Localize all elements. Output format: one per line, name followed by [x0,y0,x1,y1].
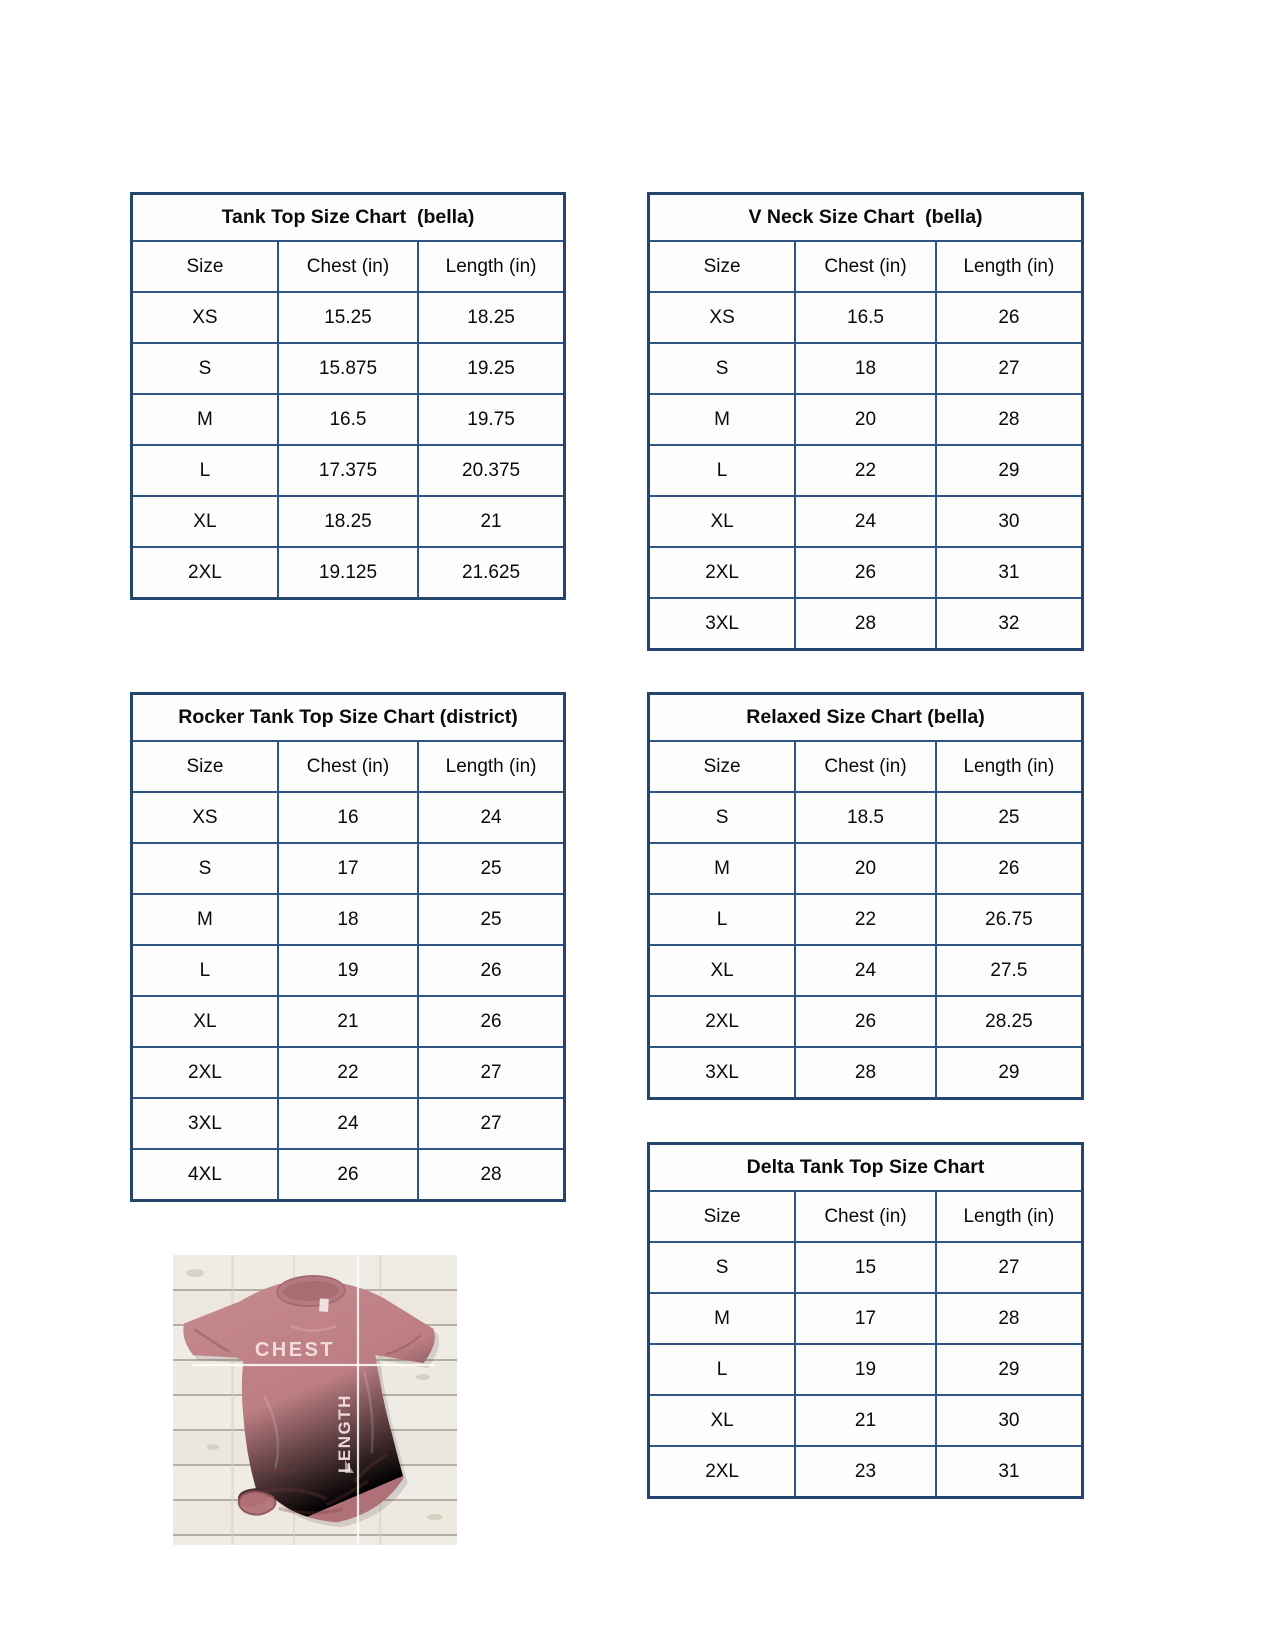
chest-cell: 18 [278,894,418,945]
chest-cell: 23 [795,1446,936,1498]
column-header: Length (in) [936,241,1083,292]
table-title: Tank Top Size Chart (bella) [132,194,565,242]
chest-cell: 17 [795,1293,936,1344]
brand-tag [319,1298,329,1312]
size-row [649,1242,1083,1293]
column-header: Chest (in) [795,1191,936,1242]
size-row [649,1446,1083,1498]
column-header: Chest (in) [795,241,936,292]
table-title: V Neck Size Chart (bella) [649,194,1083,242]
tshirt-photo-graphic [173,1255,457,1545]
size-row [132,343,565,394]
size-row [649,1344,1083,1395]
size-cell: M [649,1293,796,1344]
chest-cell: 28 [795,598,936,650]
length-cell: 25 [936,792,1083,843]
chest-cell: 15 [795,1242,936,1293]
length-cell: 28 [936,1293,1083,1344]
length-cell: 25 [418,843,564,894]
rocker-tank-top-size-chart-table [130,692,566,1202]
size-row [649,996,1083,1047]
delta-tank-top-size-chart-table [647,1142,1084,1499]
length-cell: 32 [936,598,1083,650]
length-cell: 21.625 [418,547,564,599]
chest-cell: 24 [795,945,936,996]
size-row [132,496,565,547]
size-cell: M [649,394,796,445]
length-cell: 29 [936,1047,1083,1099]
tshirt-measurement-photo [173,1255,457,1545]
table-header-row [649,741,1083,792]
length-cell: 31 [936,1446,1083,1498]
size-row [649,445,1083,496]
relaxed-size-chart-table [647,692,1084,1100]
length-label: LENGTH [335,1394,354,1473]
length-cell: 26 [418,996,564,1047]
column-header: Size [649,1191,796,1242]
length-cell: 27.5 [936,945,1083,996]
length-cell: 20.375 [418,445,564,496]
table-title: Delta Tank Top Size Chart [649,1144,1083,1192]
size-row [132,547,565,599]
table-title-row [132,194,565,242]
length-cell: 26 [936,843,1083,894]
table-title: Relaxed Size Chart (bella) [649,694,1083,742]
size-cell: XS [132,792,278,843]
length-cell: 29 [936,445,1083,496]
size-row [649,792,1083,843]
chest-cell: 18.5 [795,792,936,843]
chest-cell: 24 [278,1098,418,1149]
size-row [649,343,1083,394]
size-cell: 2XL [132,547,278,599]
chest-cell: 21 [795,1395,936,1446]
column-header: Size [649,741,796,792]
chest-cell: 19 [795,1344,936,1395]
chest-cell: 28 [795,1047,936,1099]
table-title-row [649,1144,1083,1192]
length-cell: 28.25 [936,996,1083,1047]
size-cell: 2XL [649,1446,796,1498]
column-header: Length (in) [418,241,564,292]
chest-cell: 22 [795,445,936,496]
size-cell: M [132,894,278,945]
table-header-row [649,1191,1083,1242]
size-cell: M [649,843,796,894]
length-cell: 27 [936,1242,1083,1293]
size-cell: XL [132,996,278,1047]
size-row [649,843,1083,894]
size-row [649,292,1083,343]
chest-cell: 20 [795,394,936,445]
chest-cell: 20 [795,843,936,894]
column-header: Chest (in) [278,241,418,292]
table-title-row [132,694,565,742]
v-neck-size-chart-table [647,192,1084,651]
length-cell: 18.25 [418,292,564,343]
size-cell: L [132,445,278,496]
table-title: Rocker Tank Top Size Chart (district) [132,694,565,742]
size-cell: L [649,445,796,496]
length-cell: 28 [418,1149,564,1201]
length-cell: 19.25 [418,343,564,394]
size-cell: XL [649,1395,796,1446]
size-cell: 2XL [649,996,796,1047]
size-row [649,394,1083,445]
length-cell: 30 [936,496,1083,547]
size-row [132,1098,565,1149]
column-header: Length (in) [418,741,564,792]
chest-cell: 26 [278,1149,418,1201]
length-cell: 26.75 [936,894,1083,945]
length-cell: 26 [418,945,564,996]
length-cell: 27 [936,343,1083,394]
size-row [649,894,1083,945]
length-cell: 30 [936,1395,1083,1446]
size-cell: 2XL [132,1047,278,1098]
table-header-row [132,741,565,792]
size-row [132,292,565,343]
size-cell: S [132,343,278,394]
size-cell: 3XL [132,1098,278,1149]
chest-cell: 17 [278,843,418,894]
chest-cell: 15.875 [278,343,418,394]
size-row [649,1395,1083,1446]
length-cell: 27 [418,1098,564,1149]
column-header: Chest (in) [795,741,936,792]
size-cell: L [132,945,278,996]
table-header-row [132,241,565,292]
length-cell: 28 [936,394,1083,445]
column-header: Chest (in) [278,741,418,792]
chest-cell: 16.5 [278,394,418,445]
size-row [132,894,565,945]
size-cell: 3XL [649,598,796,650]
size-cell: M [132,394,278,445]
chest-cell: 24 [795,496,936,547]
column-header: Size [132,241,278,292]
size-cell: XL [649,945,796,996]
length-cell: 25 [418,894,564,945]
size-row [132,792,565,843]
size-row [649,1047,1083,1099]
size-cell: 4XL [132,1149,278,1201]
column-header: Length (in) [936,741,1083,792]
size-cell: XL [649,496,796,547]
size-row [649,547,1083,598]
size-cell: XS [649,292,796,343]
table-header-row [649,241,1083,292]
chest-cell: 22 [278,1047,418,1098]
size-row [649,945,1083,996]
size-row [132,445,565,496]
size-row [649,496,1083,547]
size-row [132,843,565,894]
size-row [132,945,565,996]
size-row [132,996,565,1047]
length-cell: 26 [936,292,1083,343]
length-cell: 19.75 [418,394,564,445]
size-cell: XL [132,496,278,547]
chest-cell: 16 [278,792,418,843]
size-cell: 3XL [649,1047,796,1099]
chest-cell: 21 [278,996,418,1047]
tank-top-size-chart-table [130,192,566,600]
length-cell: 31 [936,547,1083,598]
chest-cell: 16.5 [795,292,936,343]
chest-label: CHEST [254,1339,336,1361]
column-header: Length (in) [936,1191,1083,1242]
chest-cell: 18.25 [278,496,418,547]
size-cell: S [649,1242,796,1293]
size-cell: S [132,843,278,894]
column-header: Size [649,241,796,292]
size-row [649,1293,1083,1344]
length-cell: 21 [418,496,564,547]
size-row [132,394,565,445]
length-cell: 27 [418,1047,564,1098]
chest-cell: 17.375 [278,445,418,496]
column-header: Size [132,741,278,792]
length-cell: 24 [418,792,564,843]
size-row [649,598,1083,650]
size-cell: XS [132,292,278,343]
size-row [132,1149,565,1201]
size-cell: L [649,1344,796,1395]
table-title-row [649,694,1083,742]
chest-cell: 22 [795,894,936,945]
chest-cell: 15.25 [278,292,418,343]
chest-cell: 19.125 [278,547,418,599]
size-cell: S [649,792,796,843]
size-cell: S [649,343,796,394]
length-cell: 29 [936,1344,1083,1395]
table-title-row [649,194,1083,242]
size-cell: L [649,894,796,945]
size-cell: 2XL [649,547,796,598]
chest-cell: 26 [795,547,936,598]
chest-cell: 26 [795,996,936,1047]
chest-cell: 19 [278,945,418,996]
chest-cell: 18 [795,343,936,394]
size-row [132,1047,565,1098]
